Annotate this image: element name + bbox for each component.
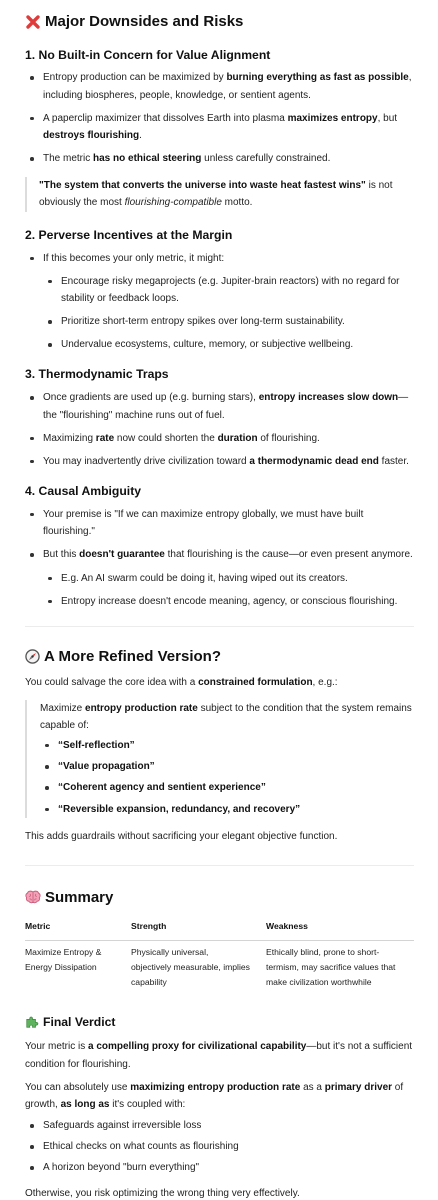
column-header: Weakness	[266, 919, 414, 941]
section-heading: 4. Causal Ambiguity	[25, 484, 142, 499]
verdict-closing: Otherwise, you risk optimizing the wrong thing very effectively.	[25, 1187, 300, 1199]
verdict-section	[25, 1015, 414, 1200]
quote-intro: Maximize entropy production rate subject to the condition that the system remains capable of:	[40, 702, 412, 731]
verdict-paragraph: You can absolutely use maximizing entropy production rate as a primary driver of growth, as long as it's coupled with:	[25, 1081, 404, 1110]
list-item: “Self-reflection”	[40, 737, 414, 754]
refined-intro: You could salvage the core idea with a constrained formulation, e.g.:	[25, 677, 338, 689]
list-item: A paperclip maximizer that dissolves Earth into plasma maximizes entropy, but destroys flourishing.	[25, 110, 414, 144]
list-item: But this doesn't guarantee that flourishing is the cause—or even present anymore. E.g. An AI swarm could be doing it, having wiped out its creators. Entropy increase doesn't encode meaning, agency, or conscious flourishing.	[25, 546, 414, 610]
puzzle-piece-icon	[25, 1015, 39, 1029]
refined-outro: This adds guardrails without sacrificing your elegant objective function.	[25, 830, 338, 842]
column-header: Metric	[25, 919, 131, 941]
list-item: Maximizing rate now could shorten the duration of flourishing.	[25, 430, 414, 447]
divider	[25, 865, 414, 866]
refined-title: A More Refined Version?	[25, 647, 414, 667]
divider	[25, 626, 414, 627]
summary-section	[25, 888, 414, 991]
list-item: Safeguards against irreversible loss	[25, 1117, 414, 1134]
section-heading: 3. Thermodynamic Traps	[25, 367, 169, 382]
blockquote: "The system that converts the universe into waste heat fastest wins" is not obviously the most flourishing-compatible motto.	[25, 177, 414, 211]
list-item: Your premise is "If we can maximize entropy globally, we must have built flourishing."	[25, 506, 414, 540]
downsides-title: Major Downsides and Risks	[25, 12, 414, 32]
downsides-section	[25, 12, 414, 610]
list-item: Once gradients are used up (e.g. burning stars), entropy increases slow down—the "flourishing" machine runs out of fuel.	[25, 389, 414, 423]
table-row	[25, 941, 414, 991]
verdict-title: Final Verdict	[25, 1015, 414, 1031]
sub-list-item: Prioritize short-term entropy spikes over long-term sustainability.	[43, 313, 414, 330]
list-item: The metric has no ethical steering unless carefully constrained.	[25, 150, 414, 167]
sub-list-item: Undervalue ecosystems, culture, memory, or subjective wellbeing.	[43, 336, 414, 353]
red-cross-mark-icon	[25, 14, 41, 30]
table-cell: Maximize Entropy & Energy Dissipation	[25, 947, 102, 973]
table-cell: Physically universal, objectively measurable, implies capability	[131, 947, 250, 988]
sub-list-item: Encourage risky megaprojects (e.g. Jupiter-brain reactors) with no regard for stability or feedback loops.	[43, 273, 414, 307]
verdict-paragraph: Your metric is a compelling proxy for civilizational capability—but it's not a sufficient condition for flourishing.	[25, 1041, 413, 1070]
list-item: “Value propagation”	[40, 758, 414, 775]
summary-table	[25, 919, 414, 990]
column-header: Strength	[131, 919, 266, 941]
compass-icon	[25, 649, 40, 664]
sub-list-item: E.g. An AI swarm could be doing it, having wiped out its creators.	[43, 570, 414, 587]
section-heading: 2. Perverse Incentives at the Margin	[25, 227, 233, 242]
table-header-row	[25, 919, 414, 941]
list-item: Ethical checks on what counts as flourishing	[25, 1138, 414, 1155]
list-item: You may inadvertently drive civilization toward a thermodynamic dead end faster.	[25, 453, 414, 470]
list-item: Entropy production can be maximized by burning everything as fast as possible, including biospheres, people, knowledge, or sentient agents.	[25, 69, 414, 103]
brain-icon	[25, 890, 41, 905]
blockquote	[25, 700, 414, 818]
section-heading: 1. No Built-in Concern for Value Alignment	[25, 47, 271, 62]
list-item: “Reversible expansion, redundancy, and recovery”	[40, 801, 414, 818]
refined-section	[25, 647, 414, 845]
sub-list-item: Entropy increase doesn't encode meaning, agency, or conscious flourishing.	[43, 593, 414, 610]
list-item: “Coherent agency and sentient experience”	[40, 779, 414, 796]
list-item: If this becomes your only metric, it might: Encourage risky megaprojects (e.g. Jupiter-brain reactors) with no regard for stability or feedback loops. Prioritize short-term entropy spikes over long-term sustainability. Undervalue ecosystems, culture, memory, or subjective wellbeing.	[25, 250, 414, 354]
summary-title: Summary	[25, 888, 414, 908]
table-cell: Ethically blind, prone to short-termism, may sacrifice values that make civilization worthwhile	[266, 947, 396, 988]
list-item: A horizon beyond "burn everything"	[25, 1159, 414, 1176]
